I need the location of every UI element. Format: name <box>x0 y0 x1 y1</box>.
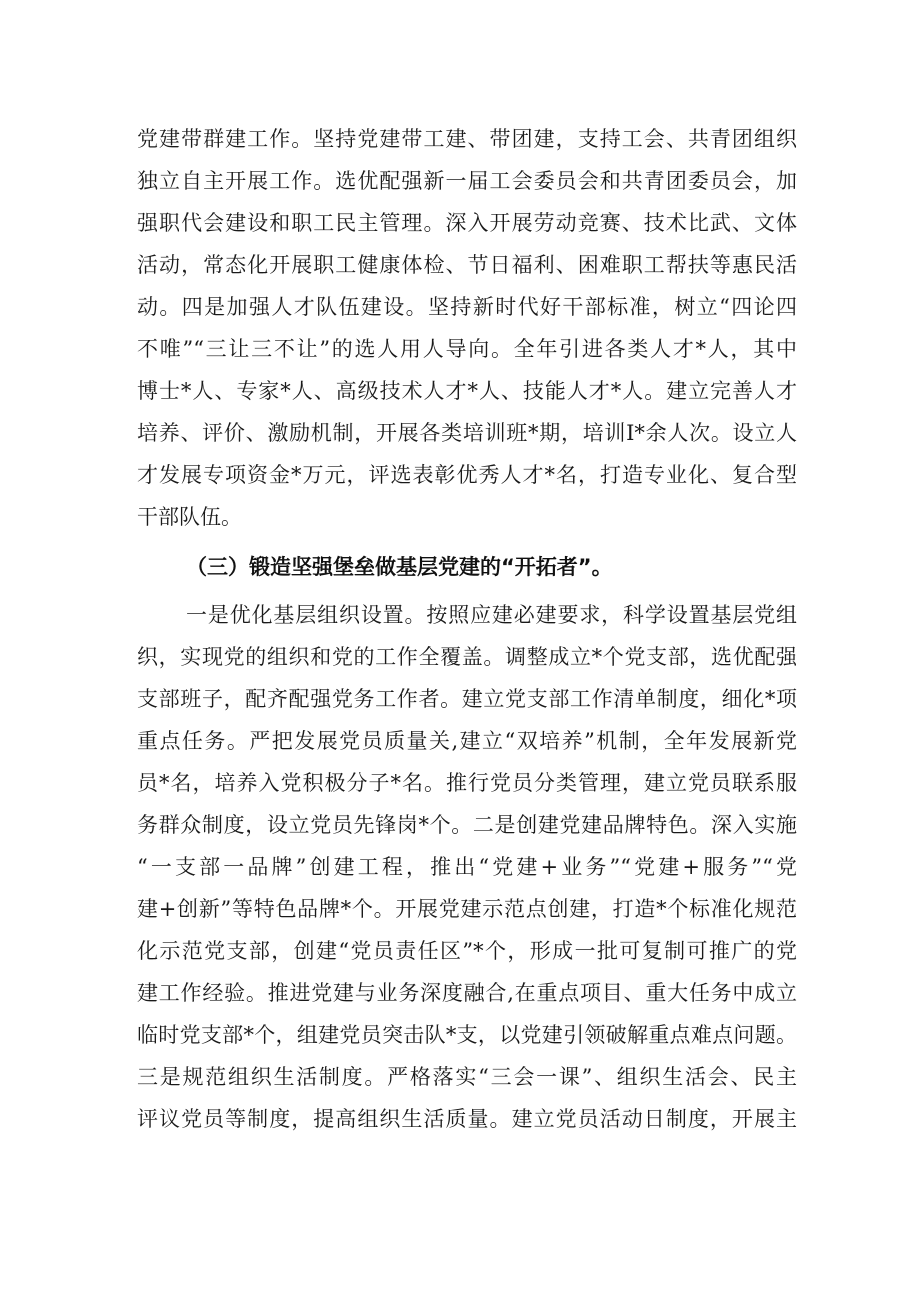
para2-line-1: 一是优化基层组织设置。按照应建必建要求，科学设置基层党组 <box>186 603 797 627</box>
para1-line-3: 强职代会建设和职工民主管理。深入开展劳动竞赛、技术比武、文体 <box>137 211 797 235</box>
para2-line-12: 三是规范组织生活制度。严格落实“三会一课”、组织生活会、民主 <box>137 1065 797 1089</box>
section-heading: （三）锻造坚强堡垒做基层党建的“开拓者”。 <box>186 555 613 579</box>
para1-line-4: 活动，常态化开展职工健康体检、节日福利、困难职工帮扶等惠民活 <box>137 253 797 277</box>
para2-line-13: 评议党员等制度，提高组织生活质量。建立党员活动日制度，开展主 <box>137 1107 797 1131</box>
para1-line-8: 培养、评价、激励机制，开展各类培训班*期，培训I*余人次。设立人 <box>137 421 797 445</box>
para2-line-10: 建工作经验。推进党建与业务深度融合,在重点项目、重大任务中成立 <box>137 981 797 1005</box>
para2-line-9: 化示范党支部，创建“党员责任区”*个，形成一批可复制可推广的党 <box>137 939 797 963</box>
para2-line-3: 支部班子，配齐配强党务工作者。建立党支部工作清单制度，细化*项 <box>137 687 797 711</box>
para2-line-4: 重点任务。严把发展党员质量关,建立“双培养”机制，全年发展新党 <box>137 729 797 753</box>
para1-line-6: 不唯”“三让三不让”的选人用人导向。全年引进各类人才*人，其中 <box>137 337 797 361</box>
para1-line-10: 干部队伍。 <box>137 505 242 529</box>
para2-line-6: 务群众制度，设立党员先锋岗*个。二是创建党建品牌特色。深入实施 <box>137 813 797 837</box>
para2-line-11: 临时党支部*个，组建党员突击队*支，以党建引领破解重点难点问题。 <box>137 1023 797 1047</box>
para1-line-7: 博士*人、专家*人、高级技术人才*人、技能人才*人。建立完善人才 <box>137 379 797 403</box>
para2-line-8: 建+创新”等特色品牌*个。开展党建示范点创建，打造*个标准化规范 <box>137 897 797 921</box>
para1-line-9: 才发展专项资金*万元，评选表彰优秀人才*名，打造专业化、复合型 <box>137 463 797 487</box>
para1-line-1: 党建带群建工作。坚持党建带工建、带团建，支持工会、共青团组织 <box>137 127 797 151</box>
para2-line-7: “一支部一品牌”创建工程，推出“党建+业务”“党建+服务”“党 <box>137 855 797 879</box>
para2-line-5: 员*名，培养入党积极分子*名。推行党员分类管理，建立党员联系服 <box>137 771 797 795</box>
para2-line-2: 织，实现党的组织和党的工作全覆盖。调整成立*个党支部，选优配强 <box>137 645 797 669</box>
para1-line-5: 动。四是加强人才队伍建设。坚持新时代好干部标准，树立“四论四 <box>137 295 797 319</box>
para1-line-2: 独立自主开展工作。选优配强新一届工会委员会和共青团委员会，加 <box>137 169 797 193</box>
